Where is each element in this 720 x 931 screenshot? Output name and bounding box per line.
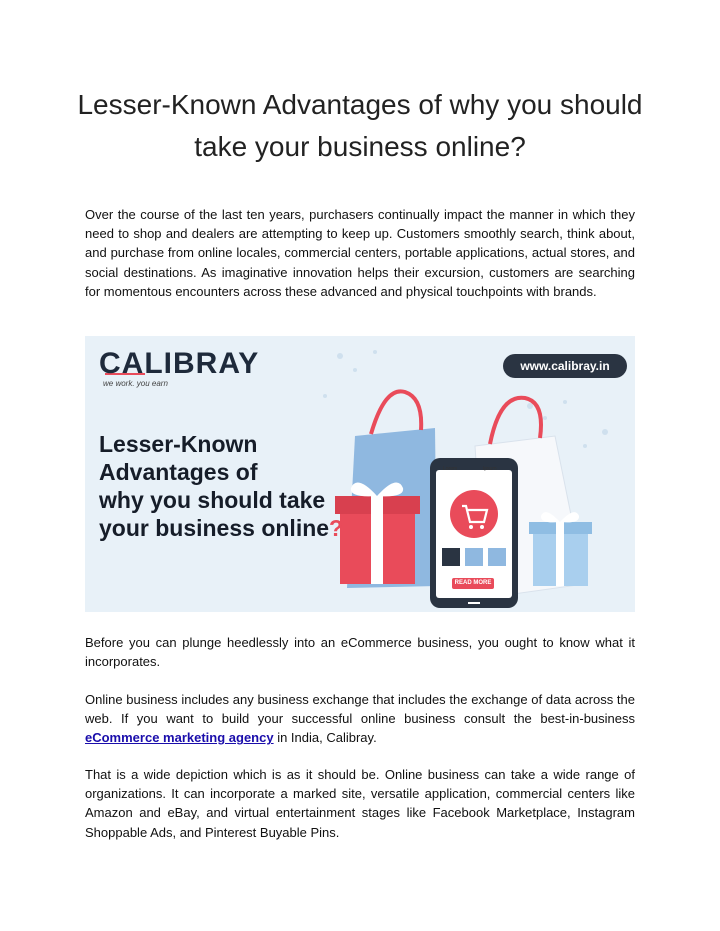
definition-text-after: in India, Calibray. [273, 730, 377, 746]
definition-text-before: Online business includes any business exchange that includes the exchange of data across the web. If you want to build your successful online business consult the best-in-business [85, 692, 635, 727]
calibray-logo: CALIBRAY [99, 347, 260, 380]
website-url-badge: www.calibray.in [503, 354, 627, 378]
headline-question-mark: ? [329, 515, 344, 541]
headline-line-3: why you should take [99, 487, 326, 513]
ecommerce-intro-paragraph: Before you can plunge heedlessly into an eCommerce business, you ought to know what it incorporates. [85, 635, 635, 670]
phone-tab-1: Lorem [443, 466, 458, 472]
banner-image [85, 336, 635, 612]
definition-paragraph [85, 690, 635, 748]
read-more-button-graphic: READ MORE [452, 578, 494, 589]
ecommerce-agency-link[interactable]: eCommerce marketing agency [85, 730, 274, 746]
headline-line-2: Advantages of [99, 459, 258, 485]
organizations-paragraph: That is a wide depiction which is as it should be. Online business can take a wide range of organizations. It can incorporate a marked site, versatile application, commercial centers like Amazon and eBay, and virtual entertainment stages like Facebook Marketplace, Instagram Shoppable Ads, and Pinterest Buyable Pins. [85, 767, 635, 840]
headline-line-4 [99, 514, 399, 542]
document-title: Lesser-Known Advantages of why you should take your business online? [77, 89, 643, 162]
headline-line-1: Lesser-Known [99, 431, 258, 457]
phone-tab-2: Ipsum [483, 466, 497, 472]
intro-paragraph: Over the course of the last ten years, purchasers continually impact the manner in which they need to shop and dealers are attempting to keep up. Customers smoothly search, think about, and purchase from online locales, commercial centers, portable applications, actual stores, and social destinations. As imaginative innovation helps their excursion, customers are searching for momentous encounters across these advanced and physical touchpoints with brands. [85, 207, 635, 299]
logo-tagline: we work. you earn [103, 379, 168, 388]
banner-headline [99, 430, 399, 542]
headline-line-4-text: your business online [99, 515, 330, 541]
